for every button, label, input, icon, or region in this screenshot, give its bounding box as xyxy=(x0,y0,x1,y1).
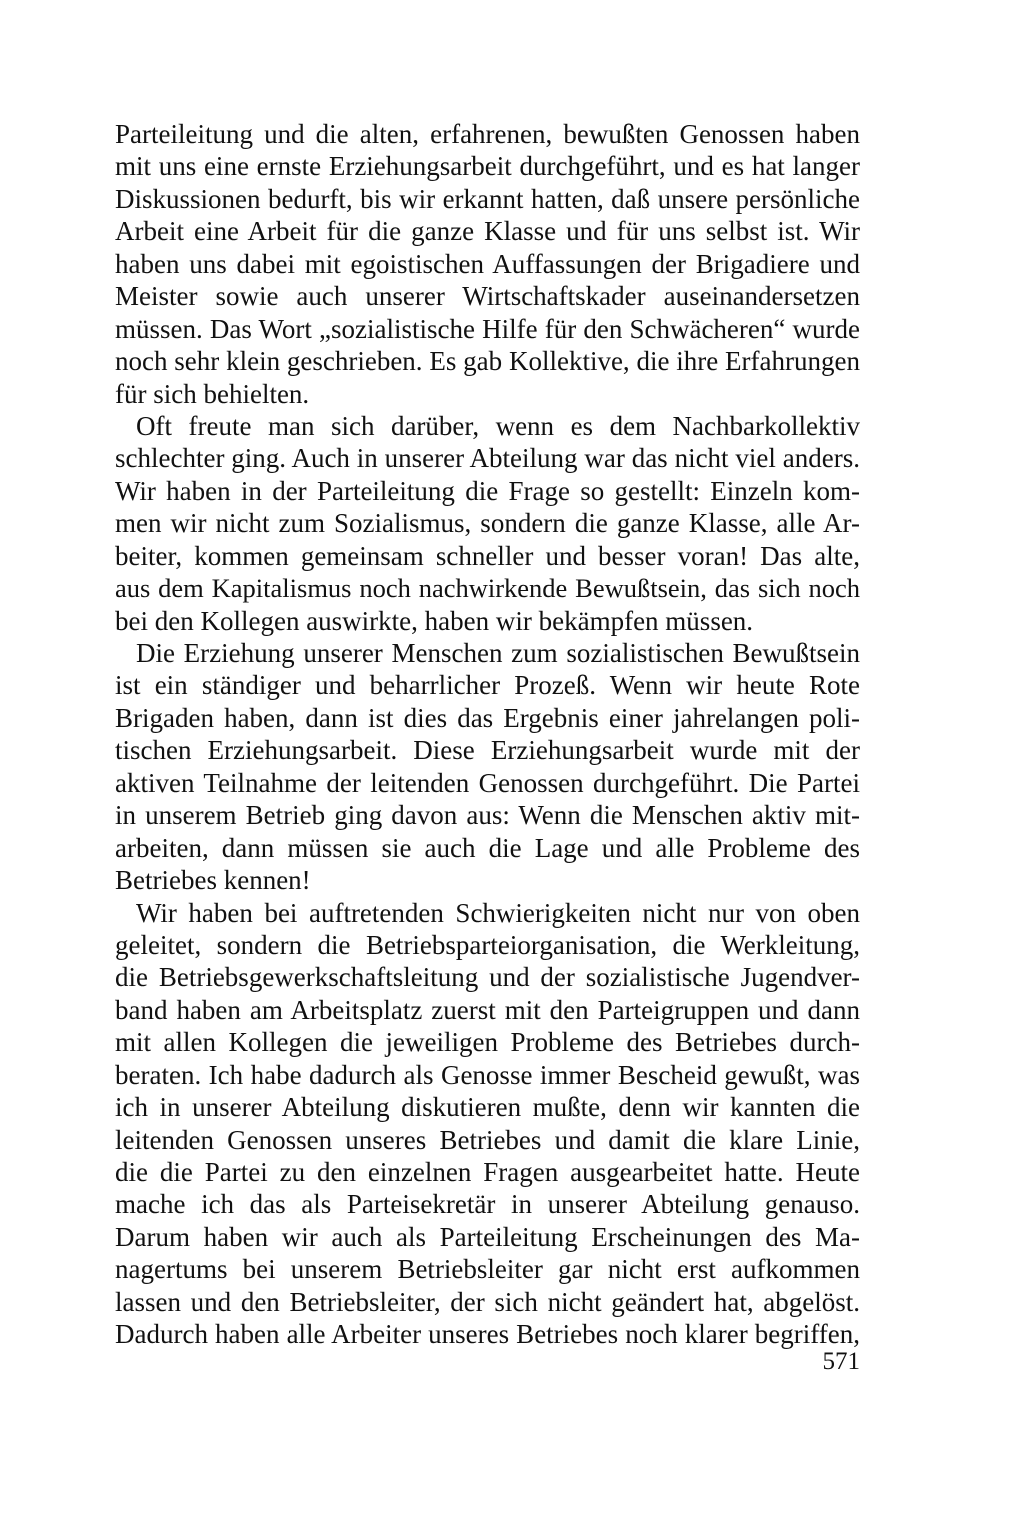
text-line: geleitet, sondern die Betriebsparteiorganisation, die Werkleitung, xyxy=(115,929,860,960)
text-line: Meister sowie auch unserer Wirtschaftskader auseinandersetzen xyxy=(115,281,860,312)
text-line: Die Erziehung unserer Menschen zum sozialistischen Bewußtsein xyxy=(136,638,860,668)
paragraph-2 xyxy=(115,410,860,637)
text-line: tischen Erziehungsarbeit. Diese Erziehungsarbeit wurde mit der xyxy=(115,735,860,766)
text-line: leitenden Genossen unseres Betriebes und damit die klare Linie, xyxy=(115,1124,860,1155)
text-line: nagertums bei unserem Betriebsleiter gar nicht erst aufkommen xyxy=(115,1254,860,1285)
text-line: beraten. Ich habe dadurch als Genosse immer Bescheid gewußt, was xyxy=(115,1059,860,1090)
text-line: beiter, kommen gemeinsam schneller und besser voran! Das alte, xyxy=(115,540,860,571)
text-line: Wir haben in der Parteileitung die Frage so gestellt: Einzeln kom- xyxy=(115,475,860,506)
text-line: Dadurch haben alle Arbeiter unseres Betriebes noch klarer begriffen, xyxy=(115,1319,860,1350)
text-line: aktiven Teilnahme der leitenden Genossen durchgeführt. Die Partei xyxy=(115,767,860,798)
text-line: noch sehr klein geschrieben. Es gab Kollektive, die ihre Erfahrungen xyxy=(115,346,860,377)
paragraph-1 xyxy=(115,118,860,410)
text-line: haben uns dabei mit egoistischen Auffassungen der Brigadiere und xyxy=(115,248,860,279)
text-line: schlechter ging. Auch in unserer Abteilung war das nicht viel anders. xyxy=(115,443,860,474)
text-line: in unserem Betrieb ging davon aus: Wenn die Menschen aktiv mit- xyxy=(115,800,860,831)
text-line: aus dem Kapitalismus noch nachwirkende Bewußtsein, das sich noch xyxy=(115,573,860,604)
text-line: mit uns eine ernste Erziehungsarbeit durchgeführt, und es hat langer xyxy=(115,151,860,182)
text-line: arbeiten, dann müssen sie auch die Lage und alle Probleme des xyxy=(115,832,860,863)
text-line: mache ich das als Parteisekretär in unserer Abteilung genauso. xyxy=(115,1189,860,1220)
text-line: ist ein ständiger und beharrlicher Prozeß. Wenn wir heute Rote xyxy=(115,670,860,701)
text-line: die die Partei zu den einzelnen Fragen ausgearbeitet hatte. Heute xyxy=(115,1157,860,1187)
page-number: 571 xyxy=(822,1348,860,1375)
text-line: Oft freute man sich darüber, wenn es dem Nachbarkollektiv xyxy=(136,410,860,441)
text-line: Betriebes kennen! xyxy=(115,865,311,896)
text-line: bei den Kollegen auswirkte, haben wir bekämpfen müssen. xyxy=(115,605,754,636)
text-line: für sich behielten. xyxy=(115,378,310,409)
paragraph-4 xyxy=(115,897,860,1351)
text-line: die Betriebsgewerkschaftsleitung und der sozialistische Jugendver- xyxy=(115,962,860,993)
text-line: mit allen Kollegen die jeweiligen Probleme des Betriebes durch- xyxy=(115,1027,860,1058)
text-line: Darum haben wir auch als Parteileitung Erscheinungen des Ma- xyxy=(115,1221,860,1252)
paragraph-3 xyxy=(115,637,860,897)
text-line: men wir nicht zum Sozialismus, sondern die ganze Klasse, alle Ar- xyxy=(115,508,860,539)
text-line: Parteileitung und die alten, erfahrenen, bewußten Genossen haben xyxy=(115,119,860,149)
text-line: Diskussionen bedurft, bis wir erkannt hatten, daß unsere persönliche xyxy=(115,183,860,214)
text-line: müssen. Das Wort „sozialistische Hilfe für den Schwächeren“ wurde xyxy=(115,313,860,344)
text-line: lassen und den Betriebsleiter, der sich nicht geändert hat, abgelöst. xyxy=(115,1286,860,1317)
text-line: ich in unserer Abteilung diskutieren mußte, denn wir kannten die xyxy=(115,1092,860,1123)
text-line: Wir haben bei auftretenden Schwierigkeiten nicht nur von oben xyxy=(136,897,860,928)
text-line: Brigaden haben, dann ist dies das Ergebnis einer jahrelangen poli- xyxy=(115,702,860,733)
text-line: Arbeit eine Arbeit für die ganze Klasse und für uns selbst ist. Wir xyxy=(115,216,860,247)
text-line: band haben am Arbeitsplatz zuerst mit den Parteigruppen und dann xyxy=(115,994,860,1025)
body-text xyxy=(115,118,860,1351)
